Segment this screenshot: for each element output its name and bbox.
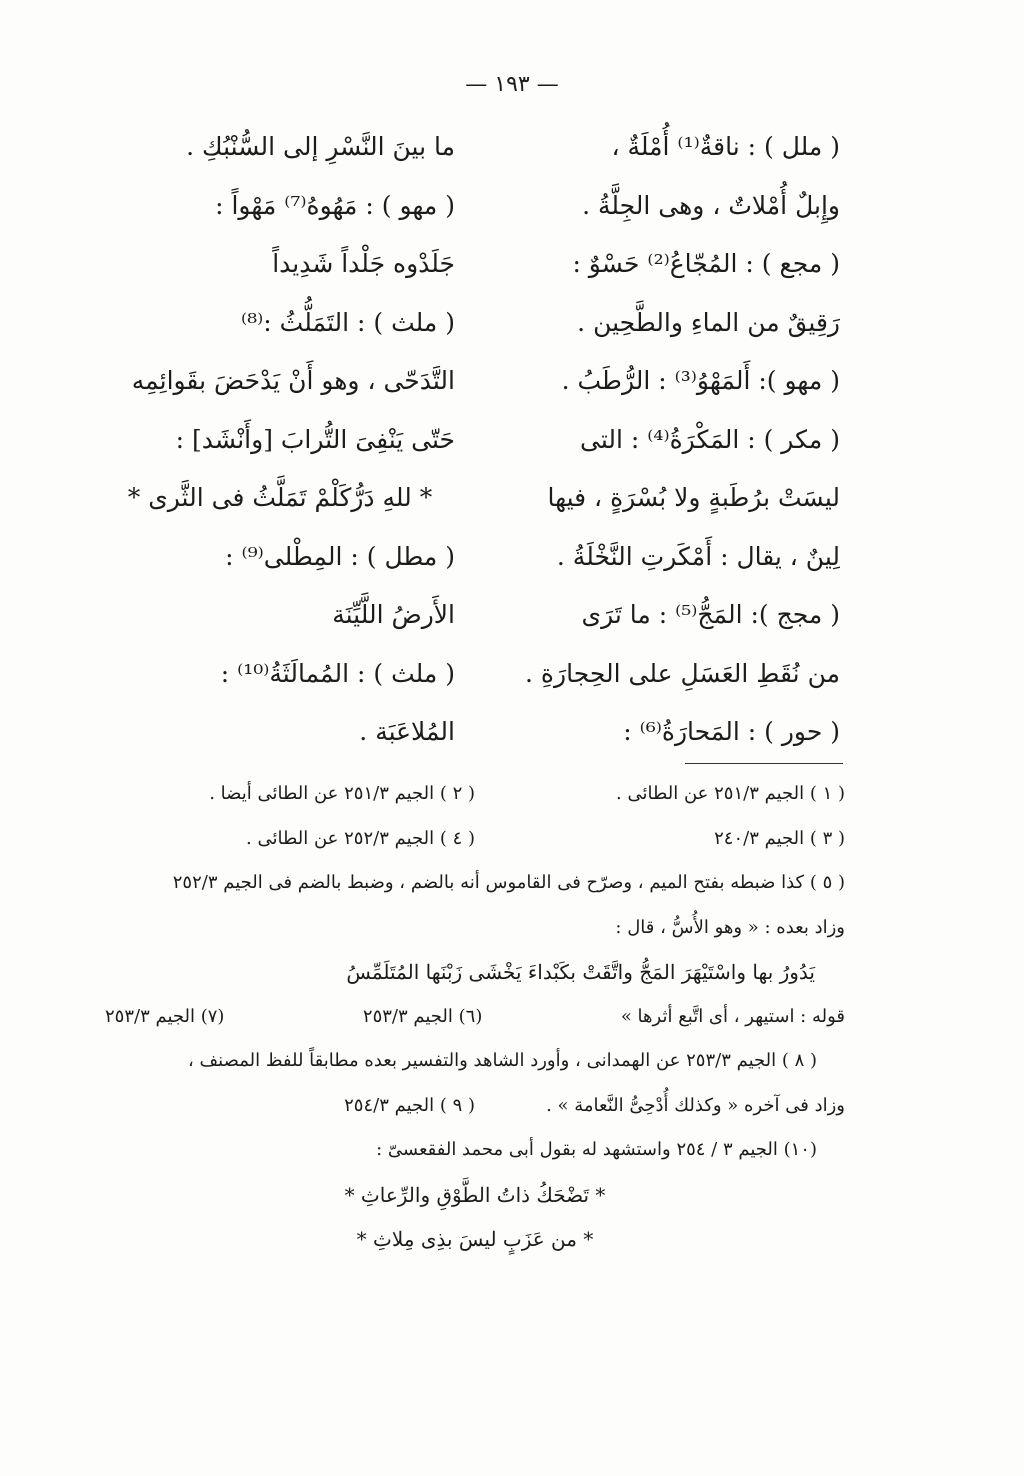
text-line: جَلَدْوه جَلْداً شَدِيداً	[272, 249, 455, 278]
footnote-2: ( ٢ ) الجيم ٢٥١/٣ عن الطائى أيضا .	[209, 783, 475, 804]
text-line: ( مجج ): المَجُّ⁽⁵⁾ : ما تَرَى	[581, 600, 840, 629]
text-line: رَقِيقٌ من الماءِ والطَّحِين .	[577, 307, 840, 337]
footnote-3: ( ٣ ) الجيم ٢٤٠/٣	[714, 827, 845, 849]
footnote-divider	[685, 763, 843, 764]
text-line: ( ملل ) : ناقةٌ⁽¹⁾ أُمْلَةٌ ،	[611, 132, 840, 161]
footnote-row	[105, 772, 845, 817]
text-line: ( مهو ) : مَهُوهُ⁽⁷⁾ مَهْواً :	[215, 190, 455, 220]
footnote-8-line-2: وزاد فى آخره « وكذلك أُدْحِىُّ النَّعامة » .	[546, 1094, 845, 1116]
page-number: — ١٩٣ —	[465, 72, 559, 97]
text-line: ليسَتْ برُطَبةٍ ولا بُسْرَةٍ ، فيها	[547, 483, 840, 512]
right-column	[490, 118, 840, 762]
footnote-6: (٦) الجيم ٢٥٣/٣	[362, 1005, 483, 1027]
footnote-row	[105, 817, 845, 862]
text-line: ( حور ) : المَحارَةُ⁽⁶⁾ :	[623, 717, 840, 746]
text-line: وإِبلٌ أُمْلاتٌ ، وهى الجِلَّةُ .	[582, 190, 840, 220]
footnote-row	[105, 1084, 845, 1129]
footnote-8-line-1: ( ٨ ) الجيم ٢٥٣/٣ عن الهمدانى ، وأورد الشاهد والتفسير بعده مطابقاً للفظ المصنف ،	[188, 1050, 817, 1071]
footnote-5-line-2: وزاد بعده : « وهو الأُسُّ ، قال :	[615, 916, 845, 938]
footnote-row	[105, 995, 845, 1040]
text-line: لِينٌ ، يقال : أَمْكَرتِ النَّخْلَةُ .	[556, 541, 840, 571]
text-line: ما بينَ النَّسْرِ إلى السُّنْبُكِ .	[186, 132, 455, 161]
text-line: التَّدَحّى ، وهو أَنْ يَدْحَضَ بقَوائِمِه	[131, 366, 455, 395]
footnote-5-line-1: ( ٥ ) كذا ضبطه بفتح الميم ، وصرّح فى القاموس أنه بالضم ، وضبط بالضم فى الجيم ٢٥٢/٣	[172, 872, 845, 893]
verse-line: * للهِ دَرُّكَلْمْ تَمَلَّثُ فى الثَّرى *	[127, 483, 433, 512]
footnote-5-verse: يَدُورُ بها واسْتَيْهَرَ المَجُّ واتَّقَتْ بكَبْداءَ يَخْشَى زَبْنَها المُتَلَمِّسُ	[346, 960, 815, 984]
footnote-10-verse-1: * تَضْحَكُ ذاتُ الطَّوْقِ والرِّعاثِ *	[344, 1182, 606, 1207]
footnote-4: ( ٤ ) الجيم ٢٥٢/٣ عن الطائى .	[246, 827, 475, 849]
footnote-7: (٧) الجيم ٢٥٣/٣	[105, 1005, 225, 1027]
text-line: الأَرضُ اللَّيِّنَة	[332, 600, 455, 629]
text-line: ( ملث ) : التَمَلُّثُ :⁽⁸⁾	[241, 307, 455, 337]
text-line: ( مجع ) : المُجّاعُ⁽²⁾ حَسْوٌ :	[572, 249, 840, 278]
text-line: حَتّى يَنْفِىَ التُّرابَ [وأَنْشَد] :	[175, 424, 455, 454]
footnote-5-line-3: قوله : استيهر ، أى اتَّبع أثرها »	[620, 1005, 845, 1027]
text-line: المُلاعَبَة .	[359, 717, 455, 746]
footnote-10-verse-2: * من عَزَبٍ ليسَ بذِى مِلاثِ *	[356, 1227, 594, 1251]
text-line: ( مهو ): أَلمَهْوُ⁽³⁾ : الرُّطَبُ .	[561, 366, 840, 395]
footnotes	[105, 772, 845, 1262]
left-column	[105, 118, 455, 762]
footnote-1: ( ١ ) الجيم ٢٥١/٣ عن الطائى .	[616, 783, 845, 804]
text-line: من نُقَطِ العَسَلِ على الحِجارَةِ .	[525, 658, 840, 688]
footnote-9: ( ٩ ) الجيم ٢٥٤/٣	[344, 1094, 475, 1116]
text-line: ( مطل ) : المِطْلى⁽⁹⁾ :	[225, 541, 455, 571]
text-line: ( ملث ) : المُمالَثَةُ⁽¹⁰⁾ :	[220, 658, 455, 688]
footnote-10: (١٠) الجيم ٣ / ٢٥٤ واستشهد له بقول أبى محمد الفقعسىّ :	[376, 1139, 817, 1160]
text-line: ( مكر ) : المَكْرَةُ⁽⁴⁾ : التى	[580, 424, 840, 454]
